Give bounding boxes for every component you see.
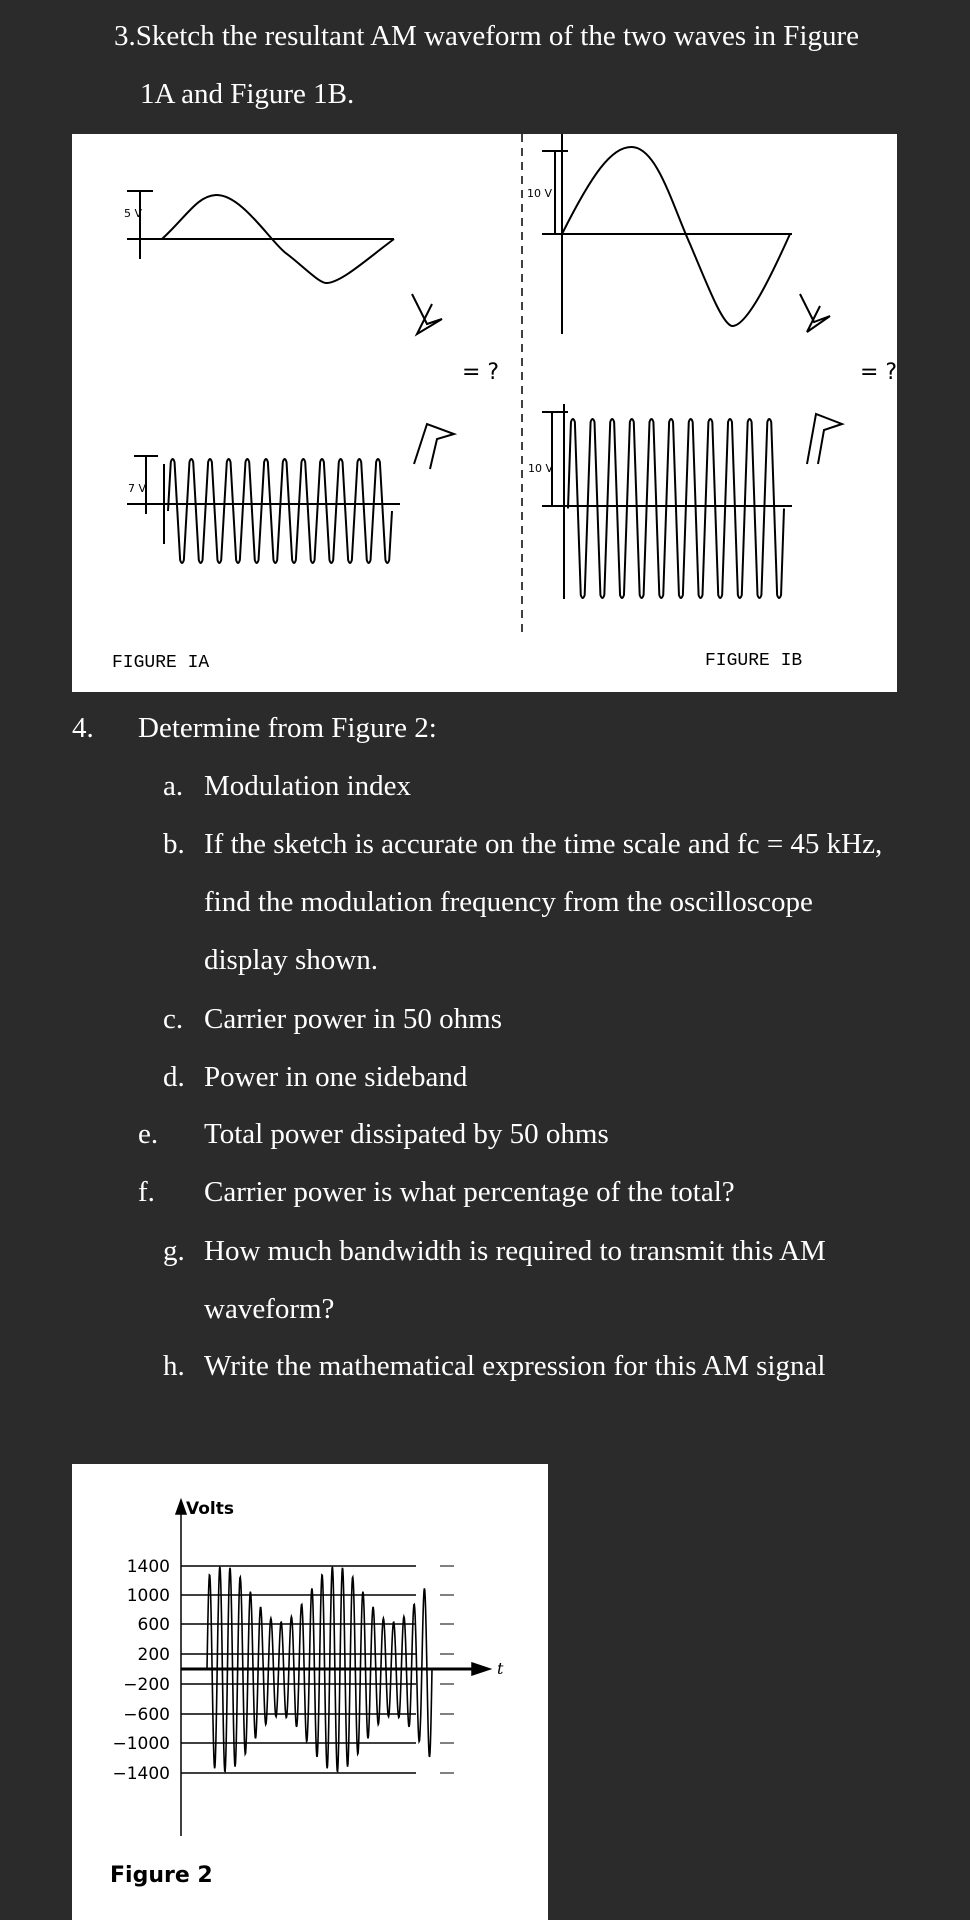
q4-item-text: Carrier power is what percentage of the total? bbox=[204, 1176, 735, 1208]
figure-1a-label: FIGURE IA bbox=[112, 653, 210, 673]
figure-2-tick-label: −1400 bbox=[112, 1764, 170, 1784]
q4-item-letter: b. bbox=[163, 828, 185, 860]
q3-line-1: 3.Sketch the resultant AM waveform of the two waves in Figure bbox=[114, 20, 859, 52]
figure-2-caption: Figure 2 bbox=[110, 1863, 213, 1888]
figure-1-drawing bbox=[72, 134, 897, 692]
figure-1b-carrier bbox=[568, 419, 784, 598]
figure-2-tick-label: 1000 bbox=[126, 1586, 170, 1606]
q4-item-letter: g. bbox=[163, 1235, 185, 1267]
carrier-wave bbox=[168, 459, 392, 563]
q4-item-letter: d. bbox=[163, 1061, 185, 1093]
q4-item-text: Carrier power in 50 ohms bbox=[204, 1003, 502, 1035]
figure-1a-carrier-amplitude: 7 V bbox=[128, 482, 147, 495]
figure-2 bbox=[72, 1464, 548, 1920]
figure-2-tick-label: −600 bbox=[123, 1705, 170, 1725]
q3-line-2: 1A and Figure 1B. bbox=[140, 78, 355, 110]
q4-item-letter: h. bbox=[163, 1350, 185, 1382]
figure-1b-label: FIGURE IB bbox=[705, 651, 803, 671]
figure-1b-carrier-amplitude: 10 V bbox=[528, 462, 554, 475]
figure-2-y-axis-label: Volts bbox=[186, 1499, 234, 1519]
figure-1b-equals-question: = ? bbox=[860, 360, 897, 385]
figure-1a-mod-amplitude: 5 V bbox=[124, 207, 143, 220]
q4-item-text: Total power dissipated by 50 ohms bbox=[204, 1118, 609, 1150]
q4-heading: Determine from Figure 2: bbox=[138, 712, 437, 744]
carrier-wave bbox=[568, 419, 784, 598]
q4-item-text: Power in one sideband bbox=[204, 1061, 468, 1093]
q4-item-text: find the modulation frequency from the oscilloscope bbox=[204, 886, 813, 918]
q4-item-text: waveform? bbox=[204, 1293, 335, 1325]
figure-2-tick-label: −1000 bbox=[112, 1734, 170, 1754]
q4-item-letter: c. bbox=[163, 1003, 184, 1035]
figure-2-tick-label: −200 bbox=[123, 1675, 170, 1695]
figure-1a-equals-question: = ? bbox=[462, 360, 500, 385]
q4-item-letter: e. bbox=[138, 1118, 159, 1150]
q4-item-text: If the sketch is accurate on the time scale and fc = 45 kHz, bbox=[204, 828, 883, 860]
q4-item-text: How much bandwidth is required to transmit this AM bbox=[204, 1235, 826, 1267]
figure-2-x-axis-label: t bbox=[497, 1659, 504, 1678]
figure-1 bbox=[72, 134, 897, 692]
q4-number: 4. bbox=[72, 712, 94, 744]
q4-item-letter: f. bbox=[138, 1176, 155, 1208]
q4-item-letter: a. bbox=[163, 770, 184, 802]
q4-item-text: Modulation index bbox=[204, 770, 412, 802]
figure-2-drawing bbox=[72, 1464, 548, 1920]
figure-2-tick-label: 600 bbox=[137, 1615, 170, 1635]
figure-1b-mod-amplitude: 10 V bbox=[527, 187, 553, 200]
q4-item-text: Write the mathematical expression for this AM signal bbox=[204, 1350, 826, 1382]
figure-2-tick-label: 1400 bbox=[126, 1557, 170, 1577]
figure-2-tick-label: 200 bbox=[137, 1645, 170, 1665]
figure-1a-carrier bbox=[168, 459, 392, 563]
q4-item-text: display shown. bbox=[204, 944, 378, 976]
